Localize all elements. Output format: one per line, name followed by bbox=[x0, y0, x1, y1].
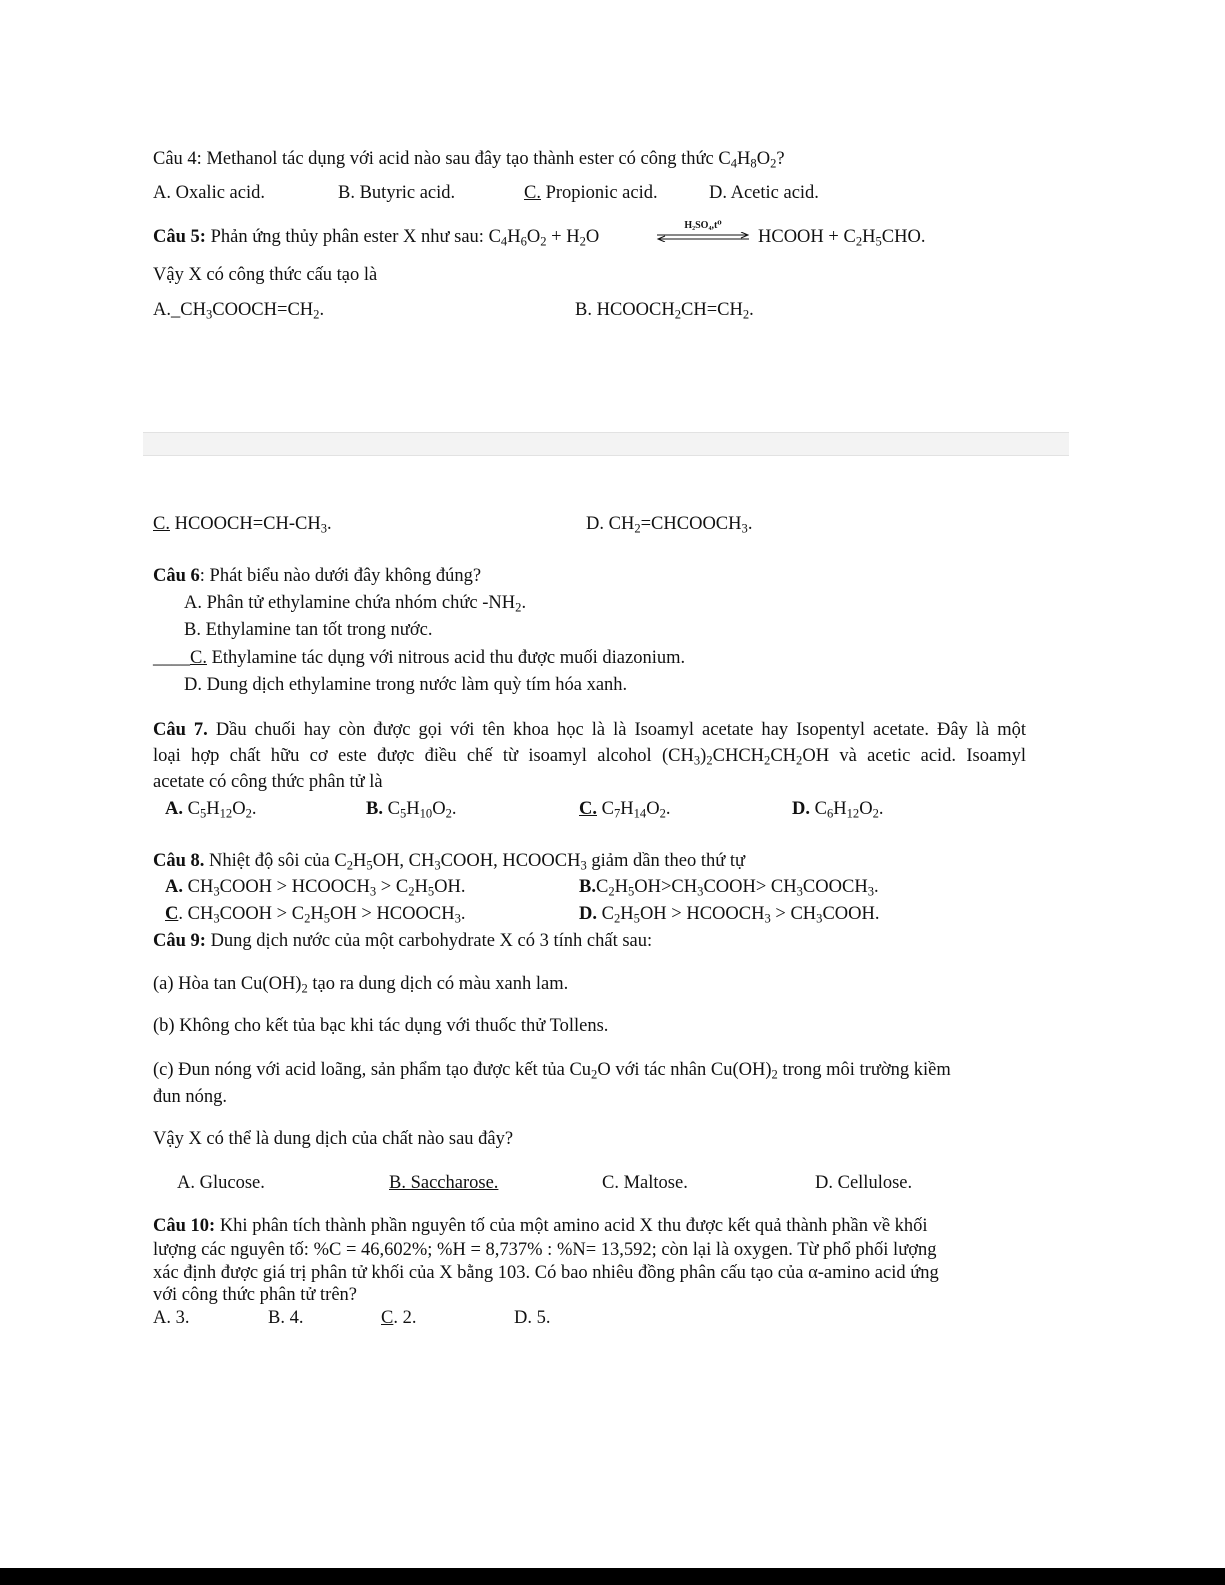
q8-option-b: $B.C_2H_5OH>CH_3COOH>$ $CH_3COOCH_3$. bbox=[579, 877, 879, 899]
q10-option-b: B. 4. bbox=[268, 1308, 304, 1328]
q9-option-c: C. Maltose. bbox=[602, 1173, 688, 1193]
q6-option-d: D. Dung dịch ethylamine trong nước làm quỳ tím hóa xanh. bbox=[184, 675, 628, 695]
q4-option-c: C. Propionic acid. bbox=[524, 183, 658, 203]
q9-property-c: (c) Đun nóng với acid loãng, sản phẩm tạo được kết tủa $Cu_2O$ với tác nhân $Cu(OH)_2$ trong môi trường kiềm bbox=[153, 1060, 951, 1082]
q7-line2: loại hợp chất hữu cơ este được điều chế từ isoamyl alcohol $(CH_3)_2CHCH_2CH_2OH$ và acetic acid. Isoamyl bbox=[153, 746, 1026, 768]
q6-option-c: ____C. Ethylamine tác dụng với nitrous acid thu được muối diazonium. bbox=[153, 648, 686, 668]
q8-option-a: A. $CH_3COOH$ > $HCOOCH_3 > C_2H_5OH$. bbox=[165, 877, 466, 899]
q7-option-c: C. $C_7H_{14}O_2$. bbox=[579, 799, 671, 821]
q5-stem: Câu 5: Phản ứng thủy phân ester X như sau: $C_4H_6O_2 + H_2O$ bbox=[153, 227, 600, 249]
q4-option-b: B. Butyric acid. bbox=[338, 183, 456, 203]
q6-option-b: B. Ethylamine tan tốt trong nước. bbox=[184, 620, 433, 640]
q5-line2: Vậy X có công thức cấu tạo là bbox=[153, 265, 378, 285]
q9-option-b: B. Saccharose. bbox=[389, 1173, 499, 1193]
q9-option-d: D. Cellulose. bbox=[815, 1173, 913, 1193]
q4-option-a: A. Oxalic acid. bbox=[153, 183, 265, 203]
q9-property-c-cont: đun nóng. bbox=[153, 1087, 227, 1107]
q10-option-d: D. 5. bbox=[514, 1308, 551, 1328]
q7-line3: acetate có công thức phân tử là bbox=[153, 772, 383, 792]
q7-option-b: B. $C_5H_{10}O_2$. bbox=[366, 799, 457, 821]
equilibrium-arrow bbox=[655, 221, 751, 243]
q9-property-b: (b) Không cho kết tủa bạc khi tác dụng với thuốc thử Tollens. bbox=[153, 1016, 609, 1036]
bottom-bar bbox=[0, 1568, 1225, 1585]
q7-line1: Câu 7. Dầu chuối hay còn được gọi với tên khoa học là là Isoamyl acetate hay Isopentyl acetate. Đây là một bbox=[153, 720, 1026, 740]
q9-stem: Câu 9: Dung dịch nước của một carbohydrate X có 3 tính chất sau: bbox=[153, 931, 653, 951]
q10-line1: Câu 10: Khi phân tích thành phần nguyên tố của một amino acid X thu được kết quả thành phần về khối bbox=[153, 1216, 928, 1236]
double-arrow-icon bbox=[655, 232, 751, 242]
q5-reactant: $C_4H_6O_2 + H_2O$ bbox=[488, 227, 600, 249]
q5-option-a: $A.\_CH_3COOCH=CH_2$. bbox=[153, 300, 325, 322]
q5-option-b: B. $HCOOCH_2CH=CH_2$. bbox=[575, 300, 754, 322]
q8-option-d: D. $C_2H_5OH$ > $HCOOCH_3$ > $CH_3COOH$. bbox=[579, 904, 880, 926]
q5-option-c: C. $HCOOCH=CH-CH_3$. bbox=[153, 514, 332, 536]
reaction-condition: H₂SO₄,t⁰ bbox=[684, 220, 722, 231]
q8-stem: Câu 8. Nhiệt độ sôi của $C_2H_5OH$, $CH_3COOH$, $HCOOCH_3$ giảm dần theo thứ tự bbox=[153, 851, 746, 873]
q8-option-c: C. $CH_3COOH > C_2H_5OH$ > $HCOOCH_3$. bbox=[165, 904, 466, 926]
q10-option-c: C. 2. bbox=[381, 1308, 417, 1328]
q9-option-a: A. Glucose. bbox=[177, 1173, 265, 1193]
q4-option-d: D. Acetic acid. bbox=[709, 183, 819, 203]
q6-option-a: A. Phân tử ethylamine chứa nhóm chức $-NH_2$. bbox=[184, 593, 527, 615]
q10-line2: lượng các nguyên tố: %C = 46,602%; %H = 8,737% : %N= 13,592; còn lại là oxygen. Từ phổ phối lượng bbox=[153, 1240, 937, 1260]
q4-stem: Câu 4: Methanol tác dụng với acid nào sau đây tạo thành ester có công thức $C_4H_8O_2$? bbox=[153, 149, 785, 171]
q10-option-a: A. 3. bbox=[153, 1308, 190, 1328]
q7-option-d: D. $C_6H_{12}O_2$. bbox=[792, 799, 884, 821]
q10-line3: xác định được giá trị phân tử khối của X bằng 103. Có bao nhiêu đồng phân cấu tạo của α-amino acid ứng bbox=[153, 1263, 939, 1283]
q9-property-a: (a) Hòa $\tan Cu(OH)_2$ tạo ra dung dịch có màu xanh lam. bbox=[153, 974, 569, 996]
q7-option-a: A. $C_5H_{12}O_2$. bbox=[165, 799, 257, 821]
q6-stem: Câu 6: Phát biểu nào dưới đây không đúng? bbox=[153, 566, 482, 586]
q5-product: HCOOH + $C_2H_5CHO$. bbox=[758, 227, 926, 249]
q9-question: Vậy X có thể là dung dịch của chất nào sau đây? bbox=[153, 1129, 514, 1149]
page-break-band bbox=[143, 432, 1069, 456]
q5-option-d: D. $CH_2=CHCOOCH_3$. bbox=[586, 514, 753, 536]
q10-line4: với công thức phân tử trên? bbox=[153, 1285, 357, 1305]
